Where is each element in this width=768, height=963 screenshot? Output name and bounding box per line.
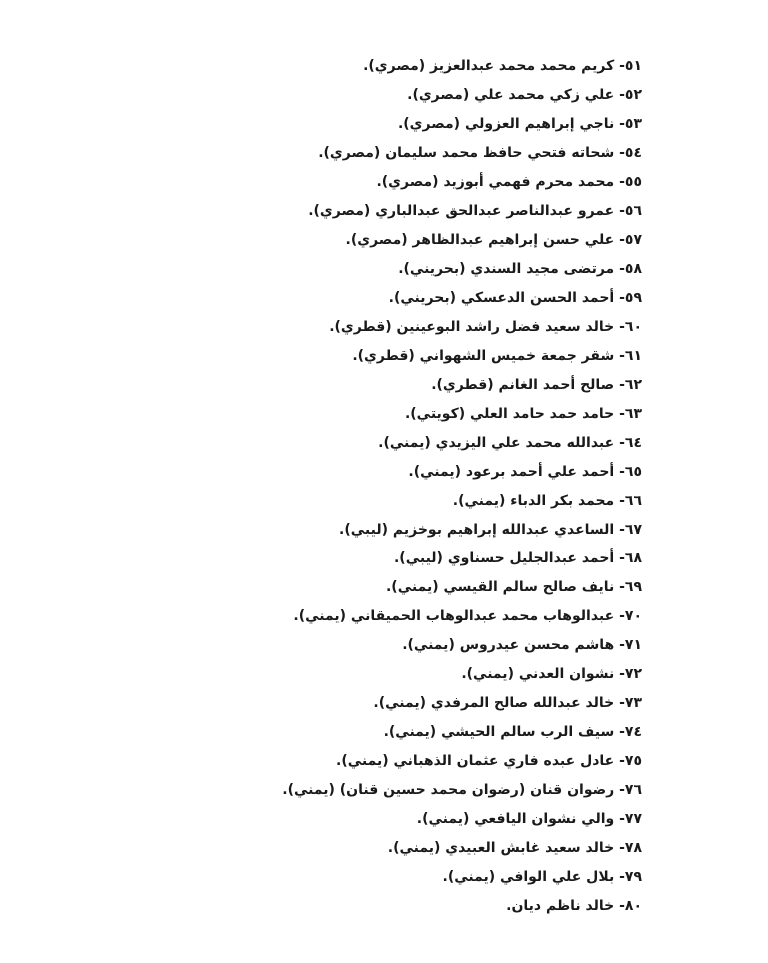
list-item: ٥٢- علي زكي محمد علي (مصري). <box>407 86 642 103</box>
names-list <box>222 52 642 921</box>
list-item: ٦٦- محمد بكر الدباء (يمني). <box>452 492 642 509</box>
list-item: ٦١- شقر جمعة خميس الشهواني (قطري). <box>352 347 642 364</box>
list-item: ٥٣- ناجي إبراهيم العزولي (مصري). <box>397 115 642 132</box>
list-item: ٥٤- شحاته فتحي حافظ محمد سليمان (مصري). <box>318 144 642 161</box>
list-item: ٧٣- خالد عبدالله صالح المرفدي (يمني). <box>373 695 642 712</box>
list-item: ٥١- كريم محمد محمد عبدالعزيز (مصري). <box>363 58 642 74</box>
list-item: ٧٠- عبدالوهاب محمد عبدالوهاب الحميقاني (يمني). <box>293 608 642 625</box>
list-item: ٧٥- عادل عبده فاري عثمان الذهباني (يمني). <box>336 753 642 770</box>
list-item: ٧٧- والي نشوان اليافعي (يمني). <box>416 811 642 828</box>
list-item: ٧٤- سيف الرب سالم الحيشي (يمني). <box>383 724 642 741</box>
list-item: ٧١- هاشم محسن عيدروس (يمني). <box>402 637 642 654</box>
list-item: ٥٩- أحمد الحسن الدعسكي (بحريني). <box>388 289 642 306</box>
list-item: ٧٦- رضوان قنان (رضوان محمد حسين قنان) (يمني). <box>282 782 642 799</box>
list-item: ٧٢- نشوان العدني (يمني). <box>461 666 642 683</box>
list-item: ٥٥- محمد محرم فهمي أبوزيد (مصري). <box>376 173 642 190</box>
list-item: ٥٧- علي حسن إبراهيم عبدالظاهر (مصري). <box>345 231 642 248</box>
list-item: ٥٨- مرتضى مجيد السندي (بحريني). <box>398 260 642 277</box>
list-item: ٦٥- أحمد علي أحمد برعود (يمني). <box>408 463 642 480</box>
list-item: ٦٣- حامد حمد حامد العلي (كويتي). <box>404 405 642 422</box>
list-item: ٥٦- عمرو عبدالناصر عبدالحق عبدالباري (مصري). <box>308 202 642 219</box>
list-item: ٨٠- خالد ناظم ديان. <box>506 898 642 915</box>
list-item: ٧٩- بلال علي الوافي (يمني). <box>442 869 642 886</box>
list-item: ٦٧- الساعدي عبدالله إبراهيم بوخزيم (ليبي). <box>339 521 642 538</box>
list-item: ٦٠- خالد سعيد فضل راشد البوعينين (قطري). <box>329 318 642 335</box>
list-item: ٧٨- خالد سعيد غابش العبيدي (يمني). <box>387 840 642 857</box>
list-item: ٦٨- أحمد عبدالجليل حسناوي (ليبي). <box>393 550 642 567</box>
list-item: ٦٤- عبدالله محمد علي اليزيدي (يمني). <box>378 434 642 451</box>
list-item: ٦٩- نايف صالح سالم القيسي (يمني). <box>385 579 642 596</box>
list-item: ٦٢- صالح أحمد الغانم (قطري). <box>431 376 642 393</box>
